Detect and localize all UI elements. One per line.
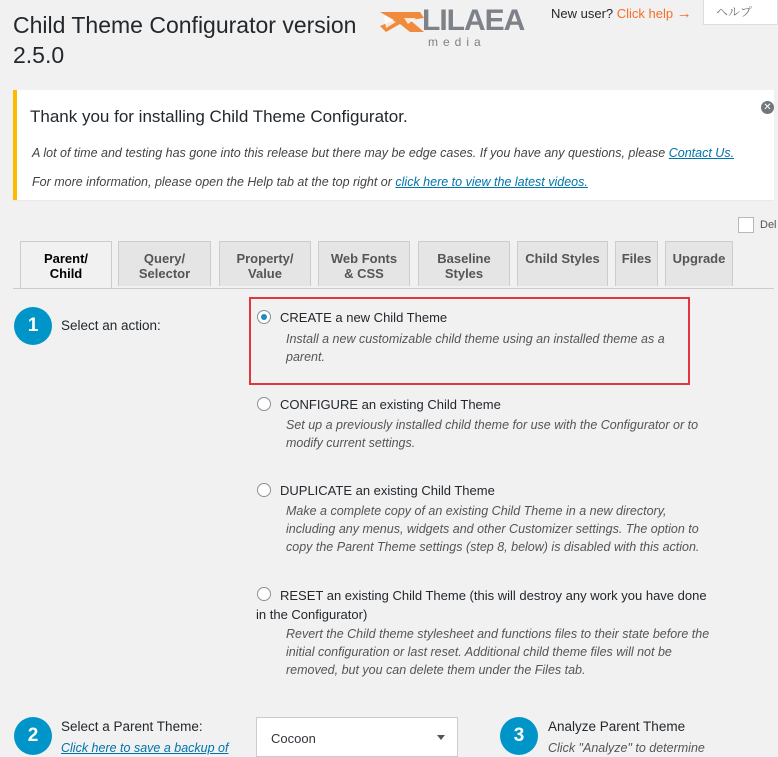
step-1-label: Select an action: bbox=[61, 318, 161, 333]
tab-label: Web Fonts & CSS bbox=[330, 251, 398, 281]
help-tab-button[interactable] bbox=[703, 0, 778, 25]
delete-checkbox-label: Del bbox=[760, 219, 777, 231]
step-3-badge: 3 bbox=[500, 717, 538, 755]
backup-link[interactable]: Click here to save a backup of bbox=[61, 741, 229, 755]
notice-heading: Thank you for installing Child Theme Configurator. bbox=[30, 107, 408, 126]
install-notice bbox=[13, 90, 774, 200]
step-3-desc: Click "Analyze" to determine bbox=[548, 741, 705, 755]
create-option-title: CREATE a new Child Theme bbox=[280, 310, 448, 325]
step-3-label: Analyze Parent Theme bbox=[548, 719, 686, 734]
create-radio[interactable] bbox=[257, 310, 271, 324]
dismiss-notice-icon[interactable]: ✕ bbox=[761, 101, 774, 114]
tab-label: Upgrade bbox=[672, 251, 726, 266]
tab-label: Child Styles bbox=[525, 251, 600, 266]
duplicate-radio[interactable] bbox=[257, 483, 271, 497]
step-1-badge: 1 bbox=[14, 307, 52, 345]
tab-label: Property/ Value bbox=[236, 251, 294, 281]
logo-mark-icon bbox=[380, 8, 424, 36]
duplicate-option-desc: Make a complete copy of an existing Child Theme in a new directory, including any menus, widgets and other Customizer settings. The option to copy the Parent Theme settings (step 8, below) is disabled with this action. bbox=[286, 504, 700, 554]
tab-label: Parent/ Child bbox=[43, 251, 89, 281]
tab-label: Query/ Selector bbox=[138, 251, 191, 281]
page-title: Child Theme Configurator version 2.5.0 bbox=[13, 12, 357, 68]
tab-upgrade[interactable] bbox=[665, 241, 733, 286]
notice-line-2-text: For more information, please open the Help tab at the top right or bbox=[32, 175, 396, 189]
logo-subtext: media bbox=[428, 35, 486, 49]
tab-files[interactable] bbox=[615, 241, 658, 286]
help-tab-label: ヘルプ bbox=[716, 5, 753, 19]
lilaea-media-logo bbox=[380, 6, 530, 48]
tab-baseline-styles[interactable] bbox=[418, 241, 510, 286]
notice-line-1 bbox=[32, 146, 734, 160]
configure-option-desc: Set up a previously installed child theme for use with the Configurator or to modify current settings. bbox=[286, 418, 699, 450]
new-user-text: New user? bbox=[551, 6, 614, 21]
tab-query-selector[interactable] bbox=[118, 241, 211, 286]
reset-option-title: RESET an existing Child Theme (this will destroy any work you have done in the Configurator) bbox=[256, 588, 707, 622]
parent-theme-value: Cocoon bbox=[271, 731, 316, 746]
parent-theme-select[interactable] bbox=[256, 717, 458, 757]
tab-label: Files bbox=[621, 251, 652, 266]
step-2-label: Select a Parent Theme: bbox=[61, 719, 203, 734]
step-2-badge: 2 bbox=[14, 717, 52, 755]
tab-divider bbox=[13, 288, 774, 289]
tab-property-value[interactable] bbox=[219, 241, 311, 286]
configure-radio[interactable] bbox=[257, 397, 271, 411]
duplicate-option-title: DUPLICATE an existing Child Theme bbox=[280, 483, 495, 498]
tab-web-fonts-css[interactable] bbox=[318, 241, 410, 286]
create-option-desc: Install a new customizable child theme using an installed theme as a parent. bbox=[286, 332, 665, 364]
arrow-right-icon: → bbox=[676, 5, 692, 22]
delete-checkbox[interactable] bbox=[738, 217, 754, 233]
notice-line-2 bbox=[32, 175, 588, 189]
reset-option-desc: Revert the Child theme stylesheet and functions files to their state before the initial configuration or last reset. Additional child theme files will not be removed, but you can delete them under the Files tab. bbox=[286, 627, 710, 677]
logo-text: LILAEA bbox=[422, 4, 525, 37]
configure-option-title: CONFIGURE an existing Child Theme bbox=[280, 397, 501, 412]
tab-label: Baseline Styles bbox=[437, 251, 491, 281]
new-user-help bbox=[551, 5, 692, 22]
notice-line-1-text: A lot of time and testing has gone into this release but there may be edge cases. If you have any questions, please bbox=[32, 146, 669, 160]
dropdown-caret-icon bbox=[437, 735, 445, 740]
latest-videos-link[interactable]: click here to view the latest videos. bbox=[395, 175, 588, 189]
tab-parent-child[interactable] bbox=[20, 241, 112, 288]
click-help-link[interactable]: Click help bbox=[616, 6, 674, 21]
contact-us-link[interactable]: Contact Us. bbox=[668, 146, 735, 160]
tab-child-styles[interactable] bbox=[517, 241, 608, 286]
